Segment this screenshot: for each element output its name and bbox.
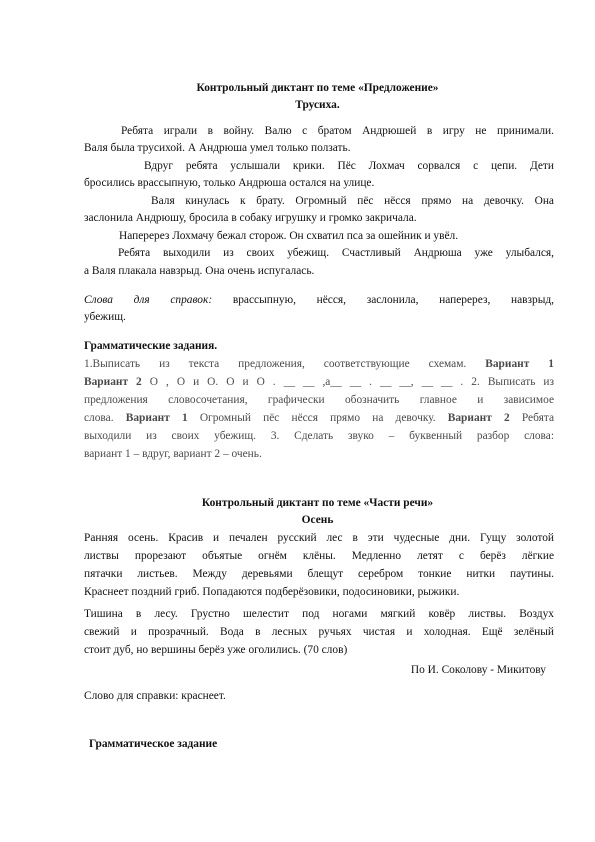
text-line: Валя была трусихой. А Андрюша умел только ползать. <box>84 142 351 154</box>
text-line: бросились врассыпную, только Андрюша остался на улице. <box>84 177 375 189</box>
task-line: вариант 1 – вдруг, вариант 2 – очень. <box>84 448 262 460</box>
variant-label: Вариант 1 <box>125 412 188 424</box>
dictation1-subtitle: Трусиха. <box>295 99 340 111</box>
task-line: предложения словосочетания, графически обозначить главное и зависимое <box>84 394 554 406</box>
grammar-task-title: Грамматическое задание <box>89 738 218 750</box>
text-line: пятачки листьев. Между деревьями блещут серебром тонкие нитки паутины. <box>84 568 554 580</box>
text-line: Тишина в лесу. Грустно шелестит под ногами мягкий ковёр листвы. Воздух <box>84 608 554 620</box>
variant-label: Вариант 2 <box>84 376 142 388</box>
text-line: свежий и прозрачный. Вода в лесных ручьях чистая и холодная. Ещё зелёный <box>84 626 554 638</box>
text-line: Ребята выходили из своих убежищ. Счастливый Андрюша уже улыбался, <box>118 247 554 259</box>
task-line: выходили из своих убежищ. 3. Сделать звуко – буквенный разбор слова: <box>84 430 554 442</box>
text-line: Ребята играли в войну. Валю с братом Андрюшей в игру не принимали. <box>121 125 554 137</box>
dictation2-title: Контрольный диктант по теме «Части речи» <box>201 497 434 509</box>
grammar-tasks-title: Грамматические задания. <box>84 340 218 352</box>
dictation2-subtitle: Осень <box>301 514 334 526</box>
text-line: Вдруг ребята услышали крики. Пёс Лохмач сорвался с цепи. Дети <box>144 160 554 172</box>
text-line: Ранняя осень. Красив и печален русский лес в эти чудесные дни. Гущу золотой <box>84 532 554 544</box>
text-line: Краснеет поздний гриб. Попадаются подберёзовики, подосиновики, рыжики. <box>84 586 460 598</box>
reference-text-cont: убежищ. <box>84 311 126 323</box>
text-line: Валя кинулась к брату. Огромный пёс нёсся прямо на девочку. Она <box>151 195 554 207</box>
variant-label: Вариант 1 <box>485 358 554 370</box>
text-line: стоит дуб, но вершины берёз уже оголились. (70 слов) <box>84 644 348 656</box>
reference-word: Слово для справки: краснеет. <box>84 690 226 702</box>
reference-text: врассыпную, нёсся, заслонила, наперерез, навзрыд, <box>232 294 555 306</box>
dictation1-title: Контрольный диктант по теме «Предложение» <box>196 82 439 94</box>
variant-label: Вариант 2 <box>447 412 510 424</box>
author-credit: По И. Соколову - Микитову <box>410 664 546 676</box>
reference-label: Слова для справок: <box>84 294 213 306</box>
task-line: Вариант 2 О , О и О. О и О . __ __ ,а__ __ . __ __, __ __ . 2. Выписать из <box>84 376 554 388</box>
text-line: Наперерез Лохмачу бежал сторож. Он схватил пса за ошейник и увёл. <box>119 230 459 242</box>
text-line: заслонила Андрюшу, бросила в собаку игрушку и громко закричала. <box>84 212 417 224</box>
text-line: листвы прорезают объятые огнём клёны. Медленно летят с берёз лёгкие <box>84 550 554 562</box>
task-line: слова. Вариант 1 Огромный пёс нёсся прямо на девочку. Вариант 2 Ребята <box>84 412 554 424</box>
task-line: 1.Выписать из текста предложения, соответствующие схемам. Вариант 1 <box>84 358 554 370</box>
reference-words <box>84 293 554 307</box>
text-line: а Валя плакала навзрыд. Она очень испугалась. <box>84 265 315 277</box>
